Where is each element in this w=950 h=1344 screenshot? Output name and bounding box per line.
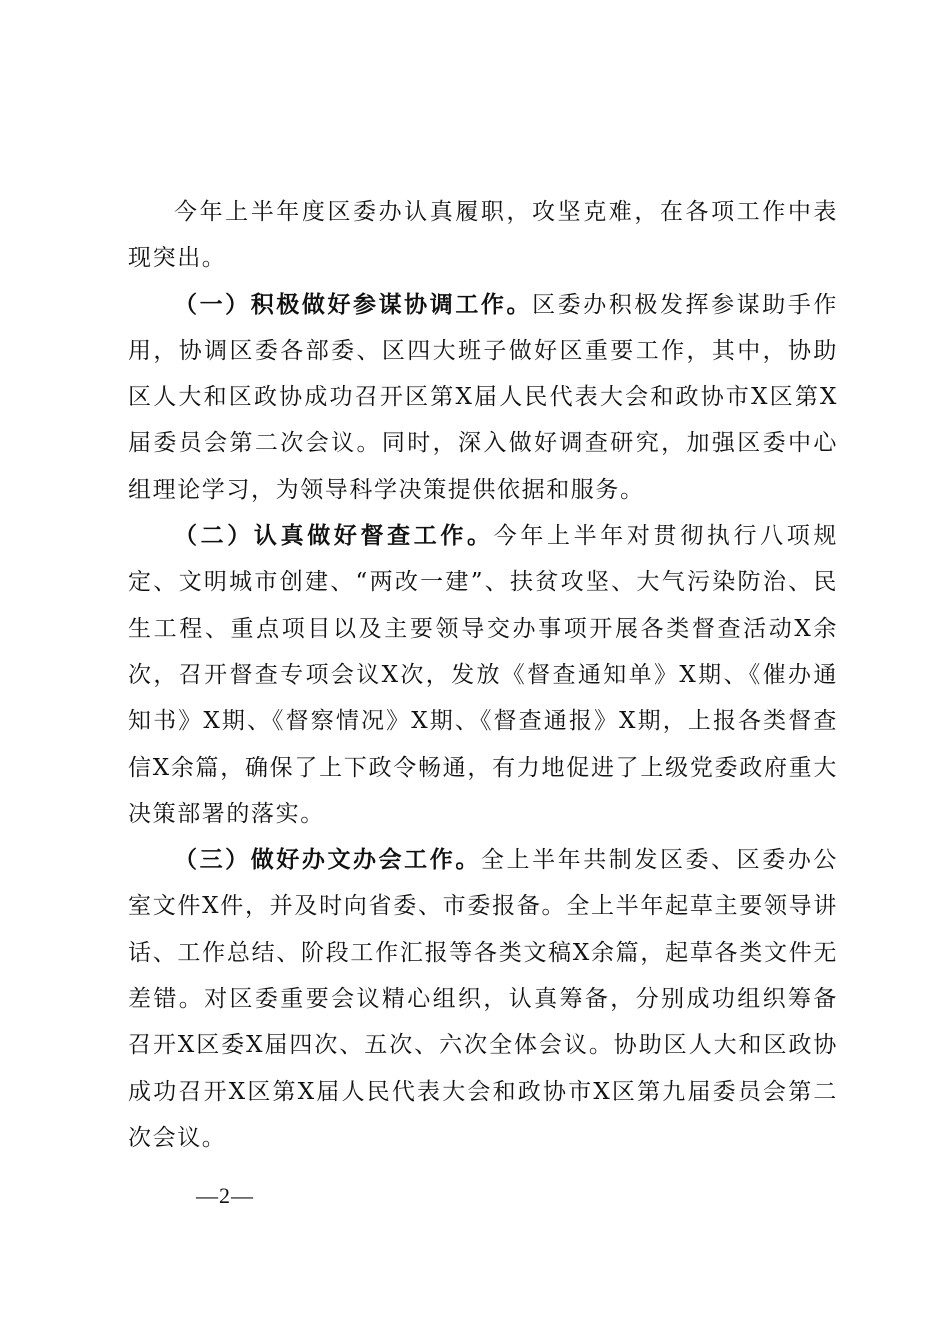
document-body bbox=[128, 189, 838, 1161]
intro-paragraph bbox=[128, 189, 838, 282]
section-2-paragraph bbox=[128, 513, 838, 837]
section-2-heading: （二）认真做好督查工作。 bbox=[174, 522, 494, 550]
section-2-text: 今年上半年对贯彻执行八项规定、文明城市创建、“两改一建”、扶贫攻坚、大气污染防治、民生工程、重点项目以及主要领导交办事项开展各类督查活动X余次，召开督查专项会议X次，发放《督查通知单》X期、《催办通知书》X期、《督察情况》X期、《督查通报》X期，上报各类督查信X余篇，确保了上下政令畅通，有力地促进了上级党委政府重大决策部署的落实。 bbox=[128, 523, 838, 827]
section-1-heading: （一）积极做好参谋协调工作。 bbox=[174, 290, 533, 318]
page-number: —2— bbox=[196, 1183, 254, 1208]
section-3-heading: （三）做好办文办会工作。 bbox=[174, 846, 481, 874]
section-1-text: 区委办积极发挥参谋助手作用，协调区委各部委、区四大班子做好区重要工作，其中，协助区人大和区政协成功召开区第X届人民代表大会和政协市X区第X届委员会第二次会议。同时，深入做好调查研究，加强区委中心组理论学习，为领导科学决策提供依据和服务。 bbox=[128, 291, 838, 503]
section-1-paragraph bbox=[128, 282, 838, 513]
intro-text: 今年上半年度区委办认真履职，攻坚克难，在各项工作中表现突出。 bbox=[128, 199, 838, 272]
section-3-text: 全上半年共制发区委、区委办公室文件X件，并及时向省委、市委报备。全上半年起草主要领导讲话、工作总结、阶段工作汇报等各类文稿X余篇，起草各类文件无差错。对区委重要会议精心组织，认真筹备，分别成功组织筹备召开X区委X届四次、五次、六次全体会议。协助区人大和区政协成功召开X区第X届人民代表大会和政协市X区第九届委员会第二次会议。 bbox=[128, 847, 839, 1151]
section-3-paragraph bbox=[128, 837, 838, 1161]
